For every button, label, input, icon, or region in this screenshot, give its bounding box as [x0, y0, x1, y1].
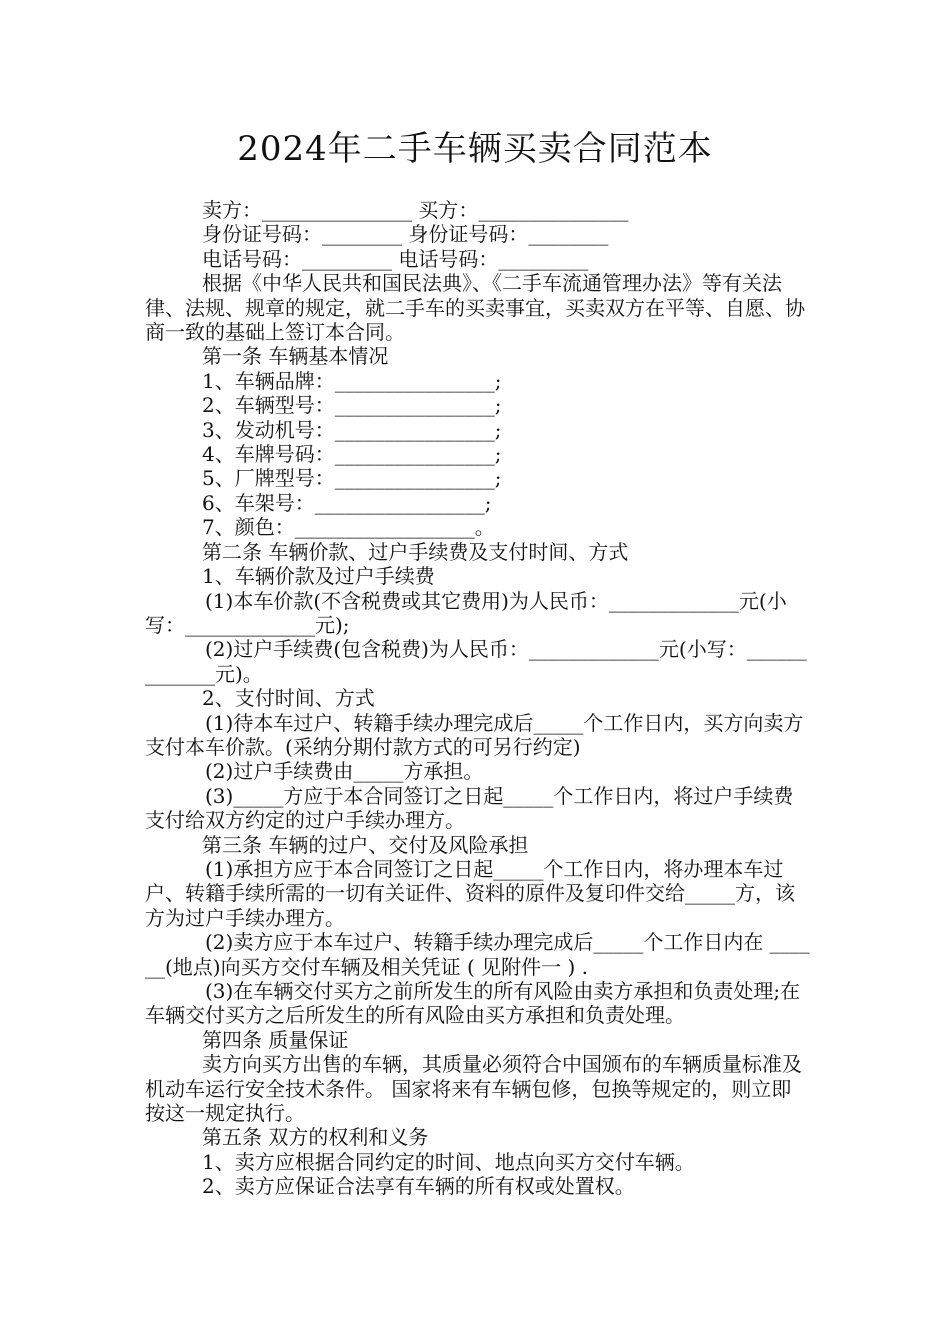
transfer-clause-2: (2)卖方应于本车过户、转籍手续办理完成后_____个工作日内在 ______(地点)向买方交付车辆及相关凭证 ( 见附件一 ) . [145, 930, 810, 979]
document-body [145, 198, 810, 1199]
duty-clause-2: 2、卖方应保证合法享有车辆的所有权或处置权。 [202, 1174, 635, 1199]
payment-clause-3: (3)_____方应于本合同签订之日起_____个工作日内，将过户手续费支付给双方约定的过户手续办理方。 [145, 783, 794, 833]
vin-line: 6、车架号：_________________; [202, 490, 492, 515]
phone-number-line: 电话号码：_________ 电话号码：_________ [202, 246, 589, 271]
article-2-heading: 第二条 车辆价款、过户手续费及支付时间、方式 [202, 539, 629, 564]
factory-model-line: 5、厂牌型号：________________; [202, 466, 502, 491]
color-line: 7、颜色：__________________。 [202, 515, 495, 540]
article-3-heading: 第三条 车辆的过户、交付及风险承担 [202, 832, 529, 857]
article-1-heading: 第一条 车辆基本情况 [202, 344, 389, 369]
transfer-fee-clause: (2)过户手续费(包含税费)为人民币：_____________元(小写：_____________元)。 [145, 637, 807, 686]
article-5-heading: 第五条 双方的权利和义务 [202, 1125, 429, 1150]
duty-clause-1: 1、卖方应根据合同约定的时间、地点向买方交付车辆。 [202, 1149, 695, 1174]
quality-clause: 卖方向买方出售的车辆，其质量必须符合中国颁布的车辆质量标准及机动车运行安全技术条件。 国家将来有车辆包修，包换等规定的，则立即按这一规定执行。 [145, 1052, 802, 1126]
preamble-paragraph: 根据《中华人民共和国民法典》、《二手车流通管理办法》等有关法律、法规、规章的规定，就二手车的买卖事宜，买卖双方在平等、自愿、协商一致的基础上签订本合同。 [145, 271, 805, 345]
payment-subheading: 2、支付时间、方式 [202, 686, 375, 711]
plate-number-line: 4、车牌号码：________________; [202, 442, 502, 467]
vehicle-price-clause: (1)本车价款(不含税费或其它费用)为人民币：_____________元(小写：_____________元); [145, 588, 787, 637]
vehicle-model-line: 2、车辆型号：________________; [202, 393, 502, 418]
engine-number-line: 3、发动机号：________________; [202, 417, 502, 442]
vehicle-brand-line: 1、车辆品牌：________________; [202, 368, 502, 393]
price-fee-subheading: 1、车辆价款及过户手续费 [202, 564, 435, 589]
transfer-clause-1: (1)承担方应于本合同签订之日起_____个工作日内，将办理本车过户、转籍手续所需的一切有关证件、资料的原件及复印件交给_____方，该方为过户手续办理方。 [145, 856, 795, 930]
payment-clause-1: (1)待本车过户、转籍手续办理完成后_____个工作日内，买方向卖方支付本车价款。(采纳分期付款方式的可另行约定) [145, 710, 804, 759]
id-number-line: 身份证号码：________ 身份证号码：________ [202, 222, 609, 247]
article-4-heading: 第四条 质量保证 [202, 1027, 349, 1052]
payment-clause-2: (2)过户手续费由_____方承担。 [205, 759, 484, 784]
transfer-clause-3: (3)在车辆交付买方之前所发生的所有风险由卖方承担和负责处理;在车辆交付买方之后所发生的所有风险由买方承担和负责处理。 [145, 979, 801, 1028]
seller-buyer-line: 卖方：_______________ 买方：_______________ [202, 198, 629, 222]
document-title: 2024年二手车辆买卖合同范本 [237, 129, 713, 169]
